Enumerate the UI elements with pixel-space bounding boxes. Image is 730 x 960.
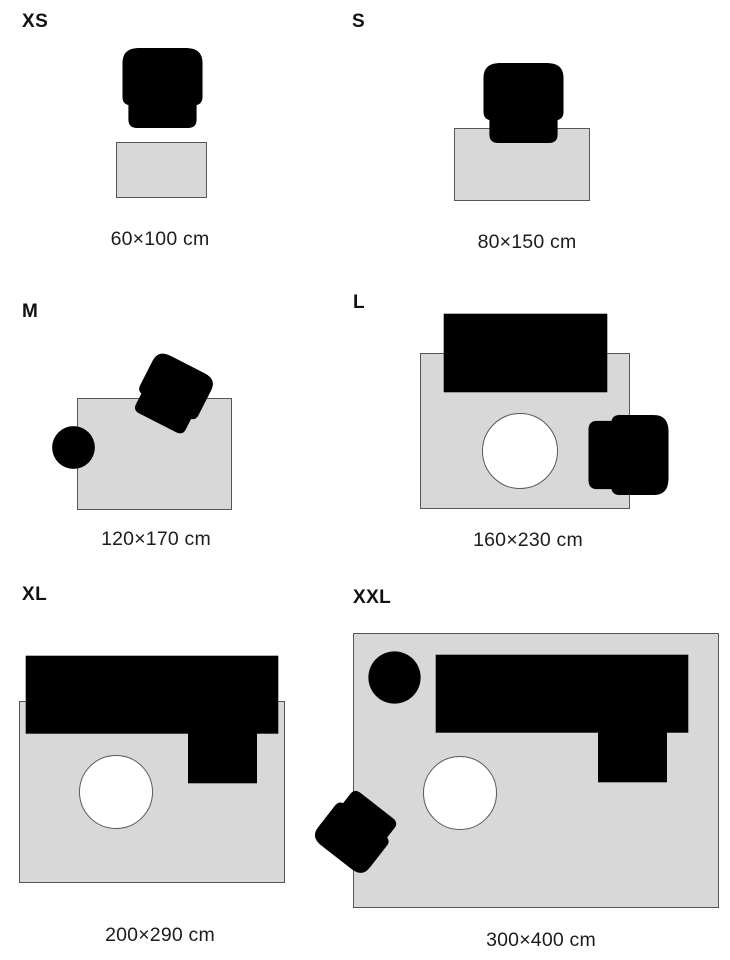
coffee-table-icon	[423, 756, 497, 830]
size-caption-s: 80×150 cm	[477, 231, 577, 253]
coffee-table-icon	[79, 755, 153, 829]
rug-xxl	[353, 633, 719, 908]
size-label-s: S	[352, 11, 366, 32]
coffee-table-icon	[482, 413, 558, 489]
size-caption-xs: 60×100 cm	[110, 228, 210, 250]
rug-xs	[116, 142, 207, 198]
rug-xl	[19, 701, 285, 883]
two-seat-sofa-icon	[443, 313, 608, 393]
armchair-icon	[307, 783, 405, 882]
plant-icon	[367, 650, 422, 705]
rug-m	[77, 398, 232, 510]
sectional-sofa-icon	[435, 654, 689, 783]
rug-l	[420, 353, 630, 509]
armchair-icon	[126, 345, 219, 440]
size-label-xs: XS	[22, 11, 49, 32]
armchair-icon	[587, 414, 673, 497]
armchair-icon	[482, 59, 565, 145]
rug-s	[454, 128, 590, 201]
size-label-m: M	[22, 301, 39, 322]
size-caption-xxl: 300×400 cm	[486, 929, 596, 951]
armchair-icon	[121, 44, 204, 130]
size-label-xxl: XXL	[353, 587, 392, 608]
sectional-sofa-icon	[25, 655, 279, 784]
size-caption-xl: 200×290 cm	[105, 924, 215, 946]
size-caption-m: 120×170 cm	[101, 528, 211, 550]
plant-icon	[51, 425, 96, 470]
size-label-l: L	[353, 292, 366, 313]
size-caption-l: 160×230 cm	[473, 529, 583, 551]
size-label-xl: XL	[22, 584, 48, 605]
